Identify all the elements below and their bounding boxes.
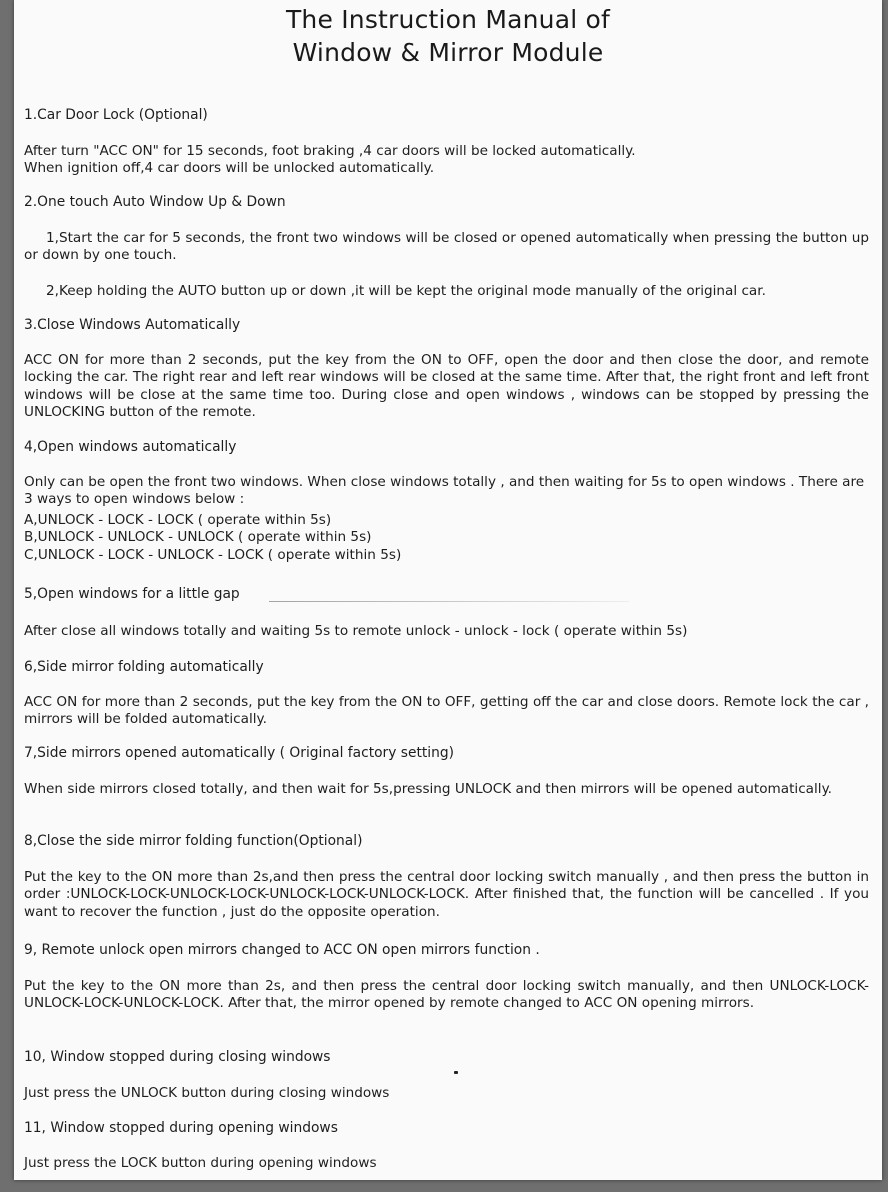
way-a: A,UNLOCK - LOCK - LOCK ( operate within 5s) <box>24 512 332 528</box>
section-11-heading: 11, Window stopped during opening windows <box>24 1120 338 1136</box>
section-3-heading: 3.Close Windows Automatically <box>24 317 241 333</box>
section-4-ways <box>24 512 869 564</box>
section-1-body <box>24 143 869 178</box>
section-11-body: Just press the LOCK button during opening windows <box>24 1155 377 1171</box>
section-1-line-2: When ignition off,4 car doors will be unlocked automatically. <box>24 160 435 177</box>
section-2-paragraph-2: 2,Keep holding the AUTO button up or down ,it will be kept the original mode manually of the original car. <box>46 283 766 299</box>
section-6-body: ACC ON for more than 2 seconds, put the key from the ON to OFF, getting off the car and close doors. Remote lock the car , mirrors will be folded automatically. <box>24 694 869 728</box>
section-10-heading: 10, Window stopped during closing windows <box>24 1049 331 1065</box>
way-c: C,UNLOCK - LOCK - UNLOCK - LOCK ( operate within 5s) <box>24 546 402 563</box>
title-line-2: Window & Mirror Module <box>292 38 604 67</box>
section-7-heading: 7,Side mirrors opened automatically ( Original factory setting) <box>24 745 454 761</box>
scan-smudge-line <box>269 601 629 602</box>
section-8-heading: 8,Close the side mirror folding function(Optional) <box>24 833 363 849</box>
section-3-body: ACC ON for more than 2 seconds, put the key from the ON to OFF, open the door and then close the door, and remote locking the car. The right rear and left rear windows will be closed at the same time. After that, the right front and left front windows will be close at the same time too. During close and open windows , windows can be stopped by pressing the UNLOCKING button of the remote. <box>24 352 869 421</box>
section-4-heading: 4,Open windows automatically <box>24 439 237 455</box>
section-8-body: Put the key to the ON more than 2s,and then press the central door locking switch manually , and then press the button in order :UNLOCK-LOCK-UNLOCK-LOCK-UNLOCK-LOCK-UNLOCK-LOCK. After finished that, the function will be cancelled . If you want to recover the function , just do the opposite operation. <box>24 869 869 920</box>
section-2-heading: 2.One touch Auto Window Up & Down <box>24 194 286 210</box>
title-line-1: The Instruction Manual of <box>285 5 611 34</box>
section-5-body: After close all windows totally and waiting 5s to remote unlock - unlock - lock ( operate within 5s) <box>24 623 688 639</box>
way-b: B,UNLOCK - UNLOCK - UNLOCK ( operate within 5s) <box>24 529 372 546</box>
section-1-line-1: After turn "ACC ON" for 15 seconds, foot braking ,4 car doors will be locked automatically. <box>24 143 636 159</box>
section-4-body: Only can be open the front two windows. When close windows totally , and then waiting for 5s to open windows . There are 3 ways to open windows below : <box>24 474 865 508</box>
section-5-heading: 5,Open windows for a little gap <box>24 586 240 602</box>
manual-page <box>14 0 882 1180</box>
section-1-heading: 1.Car Door Lock (Optional) <box>24 107 208 123</box>
section-9-body: Put the key to the ON more than 2s, and then press the central door locking switch manually, and then UNLOCK-LOCK-UNLOCK-LOCK-UNLOCK-LOCK. After that, the mirror opened by remote changed to ACC ON opening mirrors. <box>24 978 869 1012</box>
section-7-body: When side mirrors closed totally, and then wait for 5s,pressing UNLOCK and then mirrors will be opened automatically. <box>24 781 832 797</box>
section-2-paragraph-1: 1,Start the car for 5 seconds, the front two windows will be closed or opened automatically when pressing the button up or down by one touch. <box>24 230 869 264</box>
section-6-heading: 6,Side mirror folding automatically <box>24 659 264 675</box>
scan-speck <box>454 1071 458 1074</box>
section-10-body: Just press the UNLOCK button during closing windows <box>24 1085 390 1101</box>
section-9-heading: 9, Remote unlock open mirrors changed to ACC ON open mirrors function . <box>24 942 540 958</box>
